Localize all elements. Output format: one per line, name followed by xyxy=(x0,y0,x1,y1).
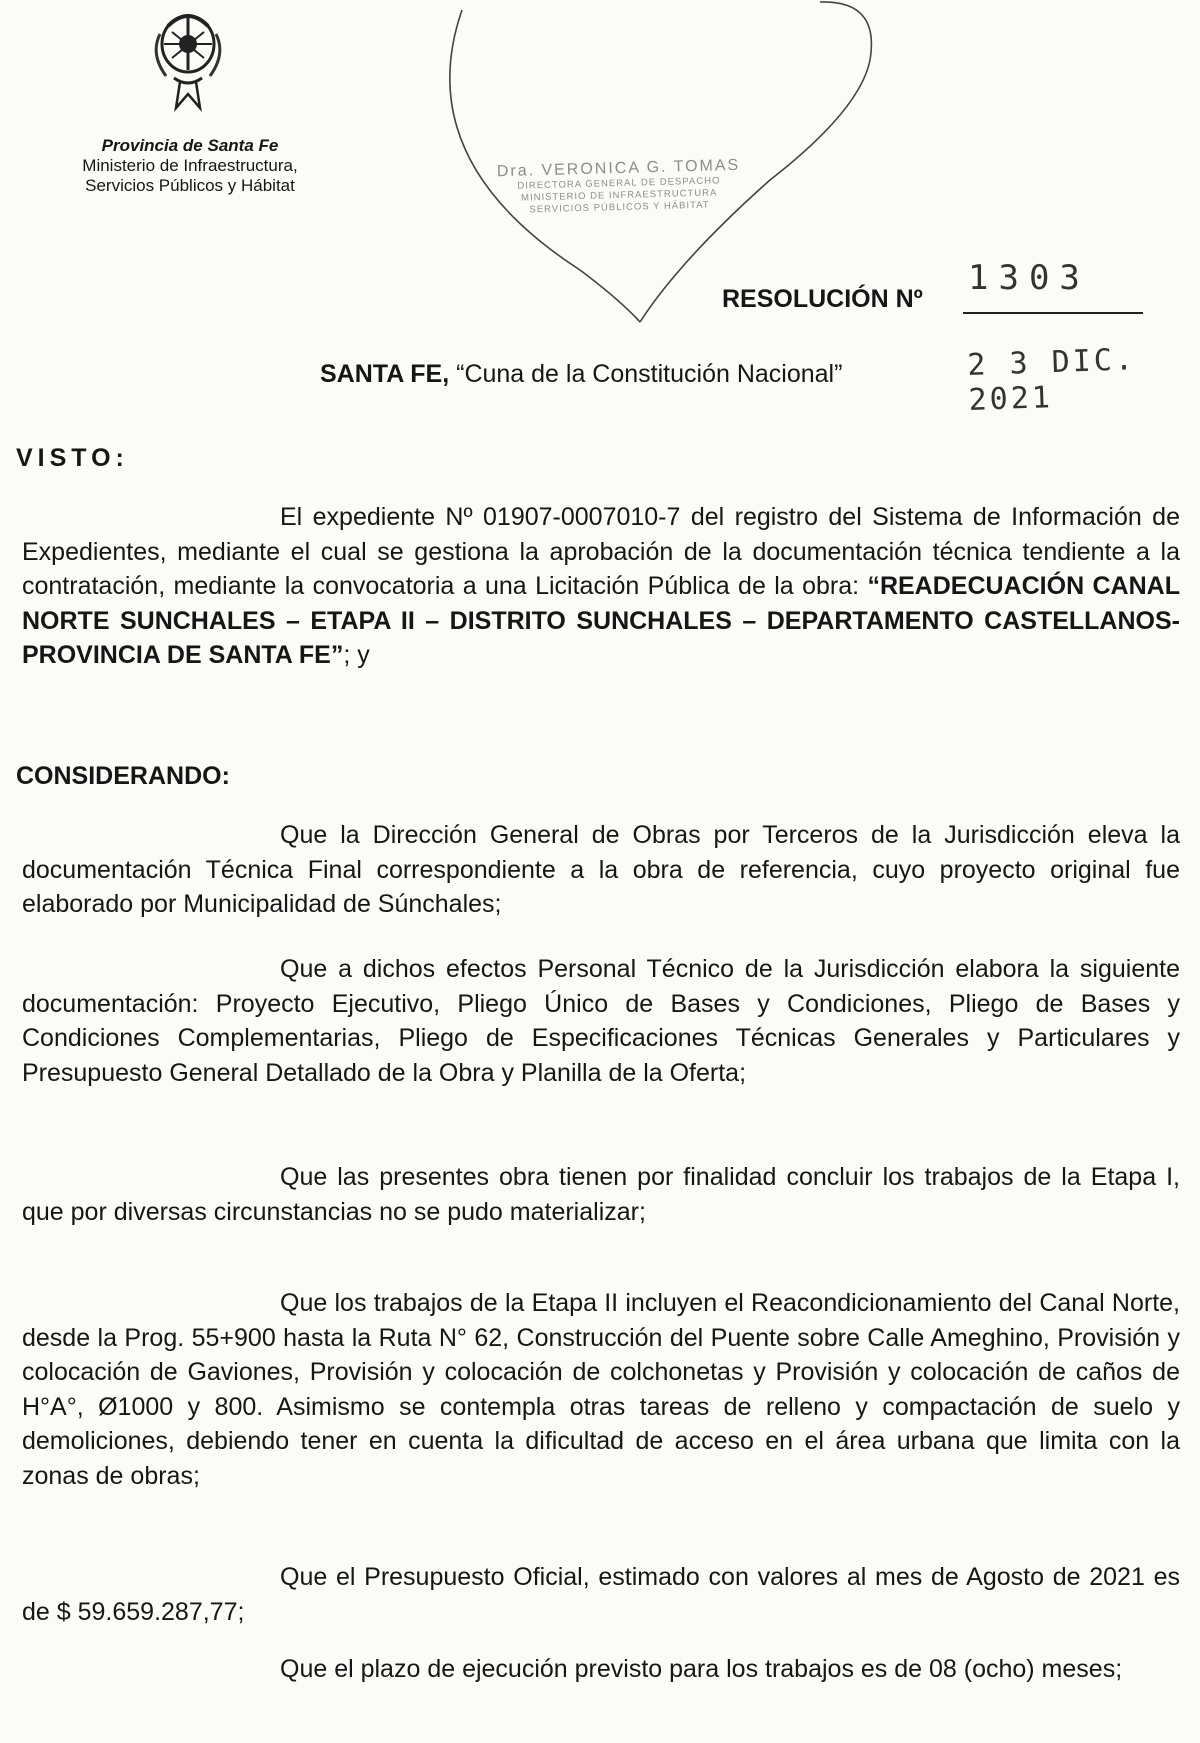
resolution-underline xyxy=(963,312,1143,314)
visto-heading: VISTO: xyxy=(16,444,129,472)
considerando-heading: CONSIDERANDO: xyxy=(16,762,230,790)
considerando-paragraph-2: Que a dichos efectos Personal Técnico de la Jurisdicción elabora la siguiente documentación: Proyecto Ejecutivo, Pliego Único de Bases y Condiciones, Pliego de Bases y Condiciones Complementarias, Pliego de Especificaciones Técnicas Generales y Particulares y Presupuesto General Detallado de la Obra y Planilla de la Oferta; xyxy=(22,955,1180,1087)
ministry-line-1: Ministerio de Infraestructura, xyxy=(82,156,298,175)
agency-header xyxy=(40,136,340,196)
work-title: “READECUACIÓN CANAL NORTE SUNCHALES – ETAPA II – DISTRITO SUNCHALES – DEPARTAMENTO CASTELLANOS-PROVINCIA DE SANTA FE” xyxy=(22,572,1180,669)
visto-text: El expediente Nº 01907-0007010-7 del registro del Sistema de Información de Expedientes, mediante el cual se gestiona la aprobación de la documentación técnica tendiente a la contratación, mediante la convocatoria a una Licitación Pública de la obra: xyxy=(22,503,1180,600)
stamp-name: Dra. VERONICA G. TOMAS xyxy=(496,156,741,181)
considerando-paragraph-4: Que los trabajos de la Etapa II incluyen el Reacondicionamiento del Canal Norte, desde la Prog. 55+900 hasta la Ruta N° 62, Construcción del Puente sobre Calle Ameghino, Provisión y colocación de Gaviones, Provisión y colocación de colchonetas y Provisión y colocación de caños de H°A°, Ø1000 y 800. Asimismo se contempla otras tareas de relleno y compactación de suelo y demoliciones, debiendo tener en cuenta la dificultad de acceso en el área urbana que limita con la zonas de obras; xyxy=(22,1289,1180,1490)
city-name: SANTA FE, xyxy=(320,360,450,388)
city-motto: “Cuna de la Constitución Nacional” xyxy=(449,360,843,388)
visto-text-end: ; y xyxy=(343,641,370,669)
resolution-number: 1303 xyxy=(968,258,1090,298)
stamp-line-3: SERVICIOS PÚBLICOS Y HÁBITAT xyxy=(529,199,710,216)
stamp-line-1: DIRECTORA GENERAL DE DESPACHO xyxy=(517,175,721,192)
resolution-label: RESOLUCIÓN Nº xyxy=(722,285,923,313)
province-name: Provincia de Santa Fe xyxy=(101,136,279,155)
considerando-paragraph-1: Que la Dirección General de Obras por Terceros de la Jurisdicción eleva la documentación Técnica Final correspondiente a la obra de referencia, cuyo proyecto original fue elaborado por Municipalidad de Súnchales; xyxy=(22,821,1180,918)
ministry-line-2: Servicios Públicos y Hábitat xyxy=(85,176,295,195)
place-line xyxy=(320,360,842,389)
province-crest-icon xyxy=(150,4,226,114)
considerando-paragraph-5: Que el Presupuesto Oficial, estimado con valores al mes de Agosto de 2021 es de $ 59.659.287,77; xyxy=(22,1563,1180,1626)
stamp-line-2: MINISTERIO DE INFRAESTRUCTURA xyxy=(520,187,718,204)
official-stamp xyxy=(473,156,764,218)
visto-paragraph xyxy=(22,500,1180,673)
considerando-paragraph-6: Que el plazo de ejecución previsto para los trabajos es de 08 (ocho) meses; xyxy=(280,1655,1123,1683)
date-stamp: 2 3 DIC. 2021 xyxy=(966,342,1137,419)
considerando-paragraph-3: Que las presentes obra tienen por finalidad concluir los trabajos de la Etapa I, que por diversas circunstancias no se pudo materializar; xyxy=(22,1163,1180,1226)
